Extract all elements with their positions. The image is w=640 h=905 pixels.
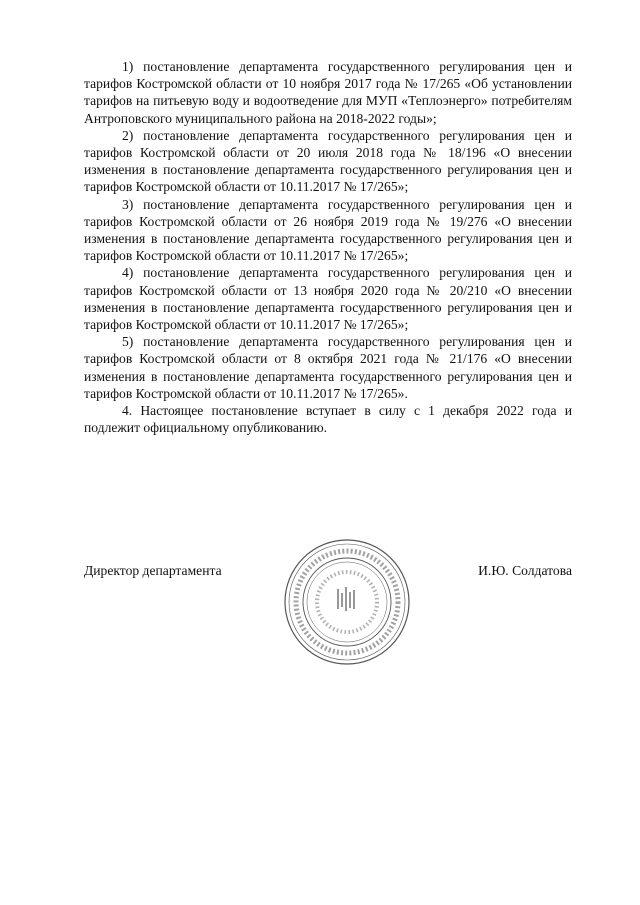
list-item-2: 2) постановление департамента государственного регулирования цен и тарифов Костромской области от 20 июля 2018 года № 18/196 «О внесении изменения в постановление департамента государственного регулирования цен и тарифов Костромской области от 10.11.2017 № 17/265»; <box>84 127 572 195</box>
list-item-4: 4) постановление департамента государственного регулирования цен и тарифов Костромской области от 13 ноября 2020 года № 20/210 «О внесении изменения в постановление департамента государственного регулирования цен и тарифов Костромской области от 10.11.2017 № 17/265»; <box>84 265 572 333</box>
section-4-effective-date: 4. Настоящее постановление вступает в силу с 1 декабря 2022 года и подлежит официальному опубликованию. <box>84 403 572 436</box>
official-seal-icon <box>282 537 412 667</box>
signatory-title: Директор департамента <box>84 563 222 578</box>
list-item-1: 1) постановление департамента государственного регулирования цен и тарифов Костромской области от 10 ноября 2017 года № 17/265 «Об установлении тарифов на питьевую воду и водоотведение для МУП «Теплоэнерго» потребителям Антроповского муниципального района на 2018-2022 годы»; <box>84 59 572 126</box>
list-item-5: 5) постановление департамента государственного регулирования цен и тарифов Костромской области от 8 октября 2021 года № 21/176 «О внесении изменения в постановление департамента государственного регулирования цен и тарифов Костромской области от 10.11.2017 № 17/265». <box>84 334 572 401</box>
list-item-3: 3) постановление департамента государственного регулирования цен и тарифов Костромской области от 26 ноября 2019 года № 19/276 «О внесении изменения в постановление департамента государственного регулирования цен и тарифов Костромской области от 10.11.2017 № 17/265»; <box>84 196 572 264</box>
document-body <box>84 58 572 436</box>
signatory-name: И.Ю. Солдатова <box>478 563 572 578</box>
